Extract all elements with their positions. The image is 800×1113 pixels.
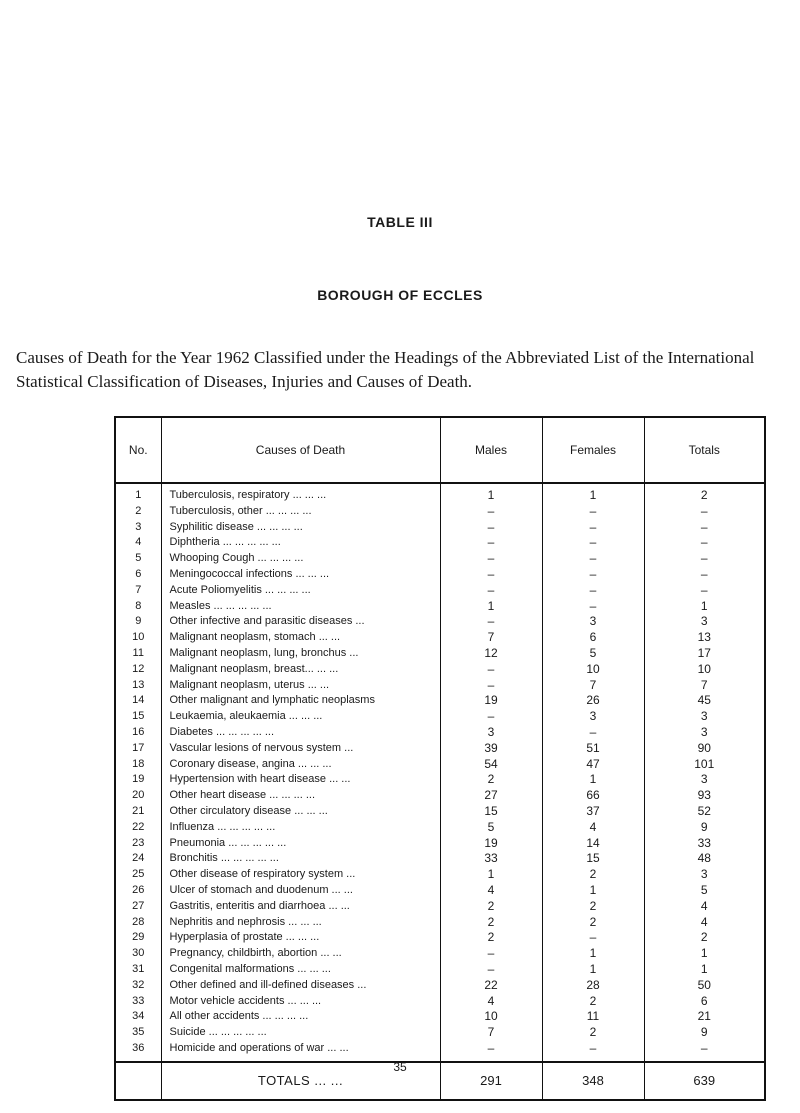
females-count: 1 — [542, 962, 644, 978]
males-count: 19 — [440, 693, 542, 709]
table-row — [115, 535, 765, 551]
males-count: 54 — [440, 757, 542, 773]
table-row — [115, 646, 765, 662]
table-row — [115, 630, 765, 646]
females-count: 11 — [542, 1009, 644, 1025]
total-count: 48 — [644, 851, 765, 867]
cause-name: Bronchitis ... ... ... ... ... — [161, 851, 440, 867]
males-count: – — [440, 662, 542, 678]
row-number: 30 — [115, 946, 161, 962]
row-number: 27 — [115, 899, 161, 915]
males-count: 19 — [440, 836, 542, 852]
table-row — [115, 567, 765, 583]
cause-name: Other disease of respiratory system ... — [161, 867, 440, 883]
females-count: 10 — [542, 662, 644, 678]
females-count: 26 — [542, 693, 644, 709]
row-number: 18 — [115, 757, 161, 773]
totals-females: 348 — [542, 1062, 644, 1100]
males-count: – — [440, 520, 542, 536]
total-count: – — [644, 520, 765, 536]
total-count: 13 — [644, 630, 765, 646]
total-count: 6 — [644, 994, 765, 1010]
cause-name: Other malignant and lymphatic neoplasms — [161, 693, 440, 709]
row-number: 32 — [115, 978, 161, 994]
cause-name: Nephritis and nephrosis ... ... ... — [161, 915, 440, 931]
cause-name: Whooping Cough ... ... ... ... — [161, 551, 440, 567]
males-count: 2 — [440, 915, 542, 931]
table-row — [115, 599, 765, 615]
females-count: 1 — [542, 883, 644, 899]
total-count: – — [644, 1041, 765, 1062]
females-count: 47 — [542, 757, 644, 773]
table-row — [115, 520, 765, 536]
table-row — [115, 483, 765, 504]
total-count: 45 — [644, 693, 765, 709]
table-row — [115, 994, 765, 1010]
row-number: 7 — [115, 583, 161, 599]
total-count: 2 — [644, 483, 765, 504]
females-count: – — [542, 567, 644, 583]
table-row — [115, 962, 765, 978]
cause-name: Tuberculosis, respiratory ... ... ... — [161, 483, 440, 504]
table-row — [115, 693, 765, 709]
males-count: – — [440, 962, 542, 978]
males-count: 4 — [440, 994, 542, 1010]
cause-name: Leukaemia, aleukaemia ... ... ... — [161, 709, 440, 725]
table-row — [115, 504, 765, 520]
females-count: 2 — [542, 994, 644, 1010]
row-number: 10 — [115, 630, 161, 646]
row-number: 24 — [115, 851, 161, 867]
table-header-row — [115, 417, 765, 483]
males-count: 3 — [440, 725, 542, 741]
totals-label: TOTALS ... ... — [161, 1062, 440, 1100]
cause-name: Other circulatory disease ... ... ... — [161, 804, 440, 820]
table-row — [115, 551, 765, 567]
cause-name: Diabetes ... ... ... ... ... — [161, 725, 440, 741]
cause-name: Pneumonia ... ... ... ... ... — [161, 836, 440, 852]
cause-name: Coronary disease, angina ... ... ... — [161, 757, 440, 773]
borough-title: BOROUGH OF ECCLES — [317, 287, 483, 303]
table-label: TABLE III — [367, 214, 433, 230]
males-count: 2 — [440, 930, 542, 946]
table-row — [115, 899, 765, 915]
row-number: 4 — [115, 535, 161, 551]
row-number: 14 — [115, 693, 161, 709]
males-count: – — [440, 567, 542, 583]
table-row — [115, 741, 765, 757]
males-count: 4 — [440, 883, 542, 899]
cause-name: Gastritis, enteritis and diarrhoea ... ... — [161, 899, 440, 915]
table-row — [115, 757, 765, 773]
cause-name: Hyperplasia of prostate ... ... ... — [161, 930, 440, 946]
row-number: 1 — [115, 483, 161, 504]
row-number: 26 — [115, 883, 161, 899]
total-count: 50 — [644, 978, 765, 994]
total-count: 3 — [644, 614, 765, 630]
females-count: 3 — [542, 709, 644, 725]
table-body — [115, 483, 765, 1062]
cause-name: Syphilitic disease ... ... ... ... — [161, 520, 440, 536]
total-count: 93 — [644, 788, 765, 804]
table-row — [115, 1041, 765, 1062]
females-count: 1 — [542, 483, 644, 504]
total-count: 9 — [644, 1025, 765, 1041]
table-row — [115, 583, 765, 599]
row-number: 20 — [115, 788, 161, 804]
males-count: – — [440, 583, 542, 599]
total-count: 17 — [644, 646, 765, 662]
females-count: 1 — [542, 946, 644, 962]
cause-name: Other infective and parasitic diseases ... — [161, 614, 440, 630]
males-count: 15 — [440, 804, 542, 820]
row-number: 15 — [115, 709, 161, 725]
cause-name: Pregnancy, childbirth, abortion ... ... — [161, 946, 440, 962]
total-count: – — [644, 567, 765, 583]
cause-name: Ulcer of stomach and duodenum ... ... — [161, 883, 440, 899]
females-count: 2 — [542, 915, 644, 931]
header-no: No. — [115, 417, 161, 483]
cause-name: Tuberculosis, other ... ... ... ... — [161, 504, 440, 520]
total-count: 2 — [644, 930, 765, 946]
cause-name: Vascular lesions of nervous system ... — [161, 741, 440, 757]
females-count: 7 — [542, 678, 644, 694]
row-number: 6 — [115, 567, 161, 583]
table-row — [115, 709, 765, 725]
total-count: 3 — [644, 772, 765, 788]
males-count: 27 — [440, 788, 542, 804]
row-number: 29 — [115, 930, 161, 946]
males-count: 10 — [440, 1009, 542, 1025]
males-count: 22 — [440, 978, 542, 994]
females-count: 28 — [542, 978, 644, 994]
row-number: 23 — [115, 836, 161, 852]
cause-name: Influenza ... ... ... ... ... — [161, 820, 440, 836]
row-number: 21 — [115, 804, 161, 820]
females-count: – — [542, 504, 644, 520]
table-row — [115, 836, 765, 852]
total-count: 4 — [644, 915, 765, 931]
females-count: 37 — [542, 804, 644, 820]
total-count: – — [644, 583, 765, 599]
total-count: 21 — [644, 1009, 765, 1025]
females-count: – — [542, 930, 644, 946]
cause-name: Congenital malformations ... ... ... — [161, 962, 440, 978]
cause-name: All other accidents ... ... ... ... — [161, 1009, 440, 1025]
males-count: – — [440, 946, 542, 962]
table-row — [115, 867, 765, 883]
cause-name: Measles ... ... ... ... ... — [161, 599, 440, 615]
header-cause: Causes of Death — [161, 417, 440, 483]
cause-name: Other heart disease ... ... ... ... — [161, 788, 440, 804]
total-count: – — [644, 551, 765, 567]
table-row — [115, 804, 765, 820]
females-count: – — [542, 599, 644, 615]
females-count: 4 — [542, 820, 644, 836]
table-subtitle: Causes of Death for the Year 1962 Classified under the Headings of the Abbreviated List of the International Statistical Classification of Diseases, Injuries and Causes of Death. — [16, 348, 755, 391]
total-count: 3 — [644, 867, 765, 883]
row-number: 12 — [115, 662, 161, 678]
totals-total: 639 — [644, 1062, 765, 1100]
total-count: 3 — [644, 709, 765, 725]
row-number: 22 — [115, 820, 161, 836]
males-count: – — [440, 504, 542, 520]
females-count: – — [542, 535, 644, 551]
total-count: 3 — [644, 725, 765, 741]
table-row — [115, 788, 765, 804]
table-row — [115, 820, 765, 836]
total-count: 4 — [644, 899, 765, 915]
females-count: 15 — [542, 851, 644, 867]
males-count: 1 — [440, 483, 542, 504]
males-count: 1 — [440, 867, 542, 883]
males-count: – — [440, 678, 542, 694]
cause-name: Suicide ... ... ... ... ... — [161, 1025, 440, 1041]
total-count: 52 — [644, 804, 765, 820]
row-number: 9 — [115, 614, 161, 630]
males-count: – — [440, 535, 542, 551]
males-count: 2 — [440, 772, 542, 788]
total-count: 5 — [644, 883, 765, 899]
total-count: 7 — [644, 678, 765, 694]
page-number: 35 — [393, 1060, 407, 1074]
cause-name: Motor vehicle accidents ... ... ... — [161, 994, 440, 1010]
totals-males: 291 — [440, 1062, 542, 1100]
total-count: 33 — [644, 836, 765, 852]
males-count: 12 — [440, 646, 542, 662]
table-row — [115, 978, 765, 994]
header-totals: Totals — [644, 417, 765, 483]
row-number: 2 — [115, 504, 161, 520]
females-count: 51 — [542, 741, 644, 757]
females-count: – — [542, 725, 644, 741]
row-number: 33 — [115, 994, 161, 1010]
cause-name: Malignant neoplasm, uterus ... ... — [161, 678, 440, 694]
females-count: – — [542, 551, 644, 567]
males-count: 7 — [440, 1025, 542, 1041]
table-row — [115, 930, 765, 946]
row-number: 19 — [115, 772, 161, 788]
males-count: 33 — [440, 851, 542, 867]
males-count: – — [440, 614, 542, 630]
cause-name: Homicide and operations of war ... ... — [161, 1041, 440, 1062]
table-row — [115, 851, 765, 867]
row-number: 5 — [115, 551, 161, 567]
total-count: – — [644, 535, 765, 551]
females-count: 5 — [542, 646, 644, 662]
females-count: 66 — [542, 788, 644, 804]
cause-name: Other defined and ill-defined diseases ... — [161, 978, 440, 994]
females-count: – — [542, 520, 644, 536]
row-number: 35 — [115, 1025, 161, 1041]
females-count: 2 — [542, 1025, 644, 1041]
total-count: – — [644, 504, 765, 520]
females-count: – — [542, 583, 644, 599]
total-count: 101 — [644, 757, 765, 773]
females-count: 2 — [542, 867, 644, 883]
table-row — [115, 614, 765, 630]
total-count: 10 — [644, 662, 765, 678]
males-count: 39 — [440, 741, 542, 757]
males-count: 1 — [440, 599, 542, 615]
males-count: 7 — [440, 630, 542, 646]
cause-name: Malignant neoplasm, stomach ... ... — [161, 630, 440, 646]
table-row — [115, 772, 765, 788]
table-row — [115, 1009, 765, 1025]
total-count: 9 — [644, 820, 765, 836]
row-number: 11 — [115, 646, 161, 662]
females-count: 1 — [542, 772, 644, 788]
header-females: Females — [542, 417, 644, 483]
row-number: 13 — [115, 678, 161, 694]
row-number: 36 — [115, 1041, 161, 1062]
table-row — [115, 662, 765, 678]
table-row — [115, 1025, 765, 1041]
males-count: 2 — [440, 899, 542, 915]
females-count: – — [542, 1041, 644, 1062]
males-count: – — [440, 551, 542, 567]
cause-name: Meningococcal infections ... ... ... — [161, 567, 440, 583]
row-number: 31 — [115, 962, 161, 978]
females-count: 6 — [542, 630, 644, 646]
row-number: 16 — [115, 725, 161, 741]
row-number: 8 — [115, 599, 161, 615]
cause-name: Hypertension with heart disease ... ... — [161, 772, 440, 788]
females-count: 2 — [542, 899, 644, 915]
row-number: 3 — [115, 520, 161, 536]
table-row — [115, 725, 765, 741]
table-row — [115, 915, 765, 931]
cause-name: Diphtheria ... ... ... ... ... — [161, 535, 440, 551]
males-count: – — [440, 709, 542, 725]
table-row — [115, 883, 765, 899]
row-number: 28 — [115, 915, 161, 931]
cause-name: Malignant neoplasm, breast... ... ... — [161, 662, 440, 678]
table-row — [115, 678, 765, 694]
total-count: 1 — [644, 599, 765, 615]
total-count: 1 — [644, 946, 765, 962]
causes-of-death-table — [114, 416, 766, 1101]
total-count: 1 — [644, 962, 765, 978]
row-number: 17 — [115, 741, 161, 757]
males-count: 5 — [440, 820, 542, 836]
females-count: 14 — [542, 836, 644, 852]
cause-name: Malignant neoplasm, lung, bronchus ... — [161, 646, 440, 662]
females-count: 3 — [542, 614, 644, 630]
row-number: 25 — [115, 867, 161, 883]
cause-name: Acute Poliomyelitis ... ... ... ... — [161, 583, 440, 599]
males-count: – — [440, 1041, 542, 1062]
total-count: 90 — [644, 741, 765, 757]
table-row — [115, 946, 765, 962]
row-number: 34 — [115, 1009, 161, 1025]
header-males: Males — [440, 417, 542, 483]
